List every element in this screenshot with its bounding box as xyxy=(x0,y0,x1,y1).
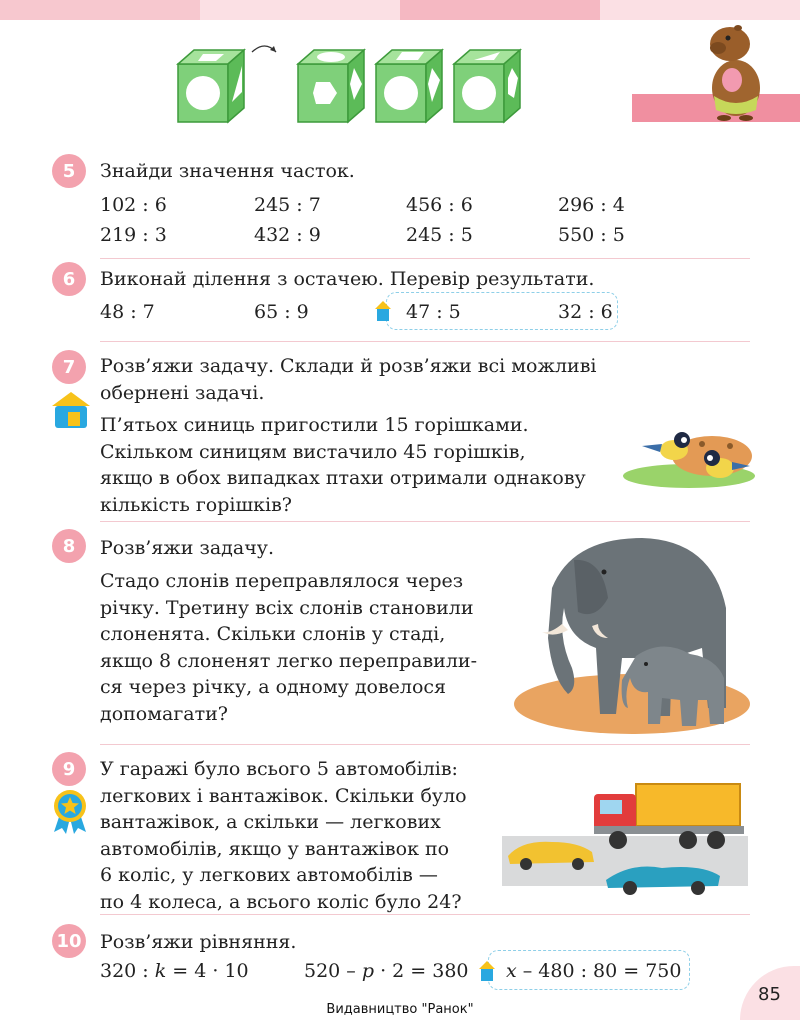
eq1-var: k xyxy=(154,960,167,982)
eq2-var: p xyxy=(361,960,375,982)
divider xyxy=(100,341,750,342)
star-medal-icon xyxy=(50,788,90,834)
task-5-item: 219 : 3 xyxy=(100,224,167,246)
capybara-mascot-icon xyxy=(700,18,770,122)
task-7-text-line: Скільком синицям вистачило 45 горішків, xyxy=(100,440,526,463)
task-number-10: 10 xyxy=(52,924,86,958)
task-8-text-line: ся через річку, а одному довелося xyxy=(100,676,447,698)
cars-picture xyxy=(502,776,748,900)
task-7-title-line: обернені задачі. xyxy=(100,381,265,404)
task-10-title: Розв’яжи рівняння. xyxy=(100,931,297,953)
task-6-item: 65 : 9 xyxy=(254,301,309,323)
task-8-text-line: Стадо слонів переправлялося через xyxy=(100,570,464,592)
task-8-title: Розв’яжи задачу. xyxy=(100,537,274,559)
eq3-var: x xyxy=(506,960,517,982)
task-7-text-line: П’ятьох синиць пригостили 15 горішками. xyxy=(100,414,529,436)
task-8-text-line: якщо 8 слоненят легко переправили- xyxy=(100,649,477,672)
task-9-text-line: 6 коліс, у легкових автомобілів — xyxy=(100,864,438,886)
task-8-text-line: річку. Третину всіх слонів становили xyxy=(100,596,474,619)
divider xyxy=(100,521,750,522)
cube-sequence-picture xyxy=(170,40,540,130)
task-5-item: 245 : 7 xyxy=(254,194,321,216)
divider xyxy=(100,744,750,745)
task-8-text xyxy=(100,568,492,727)
task-7-text-line: якщо в обох випадках птахи отримали однакову xyxy=(100,467,586,489)
eq1-right: = 4 · 10 xyxy=(166,960,249,982)
eq2-right: · 2 = 380 xyxy=(374,960,469,982)
task-7-title-line: Розв’яжи задачу. Склади й розв’яжи всі можливі xyxy=(100,355,597,377)
cube-4 xyxy=(454,50,520,122)
house-icon xyxy=(478,960,496,982)
task-number-9: 9 xyxy=(52,752,86,786)
task-5-item: 432 : 9 xyxy=(254,224,321,246)
cube-2 xyxy=(298,50,364,122)
eq3-right: – 480 : 80 = 750 xyxy=(516,960,682,982)
task-9-text xyxy=(100,756,484,915)
task-number-8: 8 xyxy=(52,529,86,563)
task-6-item: 48 : 7 xyxy=(100,301,155,323)
task-7-text-line: кількість горішків? xyxy=(100,493,292,516)
task-9-text-line: по 4 колеса, а всього коліс було 24? xyxy=(100,890,462,913)
task-number-6: 6 xyxy=(52,262,86,296)
elephants-picture xyxy=(512,528,752,734)
divider xyxy=(100,914,750,915)
top-color-strip xyxy=(0,0,800,20)
task-9-text-line: автомобілів, якщо у вантажівок по xyxy=(100,837,450,860)
house-icon xyxy=(50,390,92,430)
task-7-text xyxy=(100,412,592,518)
task-number-5: 5 xyxy=(52,154,86,188)
equation-3 xyxy=(506,958,681,984)
page-number: 85 xyxy=(758,984,781,1005)
eq1-left: 320 : xyxy=(100,960,155,982)
house-icon xyxy=(374,300,392,322)
publisher-footer: Видавництво "Ранок" xyxy=(326,1002,474,1017)
task-9-text-line: легкових і вантажівок. Скільки було xyxy=(100,784,467,807)
task-9-text-line: вантажівок, а скільки — легкових xyxy=(100,811,441,833)
task-5-item: 296 : 4 xyxy=(558,194,625,216)
task-9-text-line: У гаражі було всього 5 автомобілів: xyxy=(100,758,458,780)
task-5-item: 550 : 5 xyxy=(558,224,625,246)
task-6-title: Виконай ділення з остачею. Перевір результати. xyxy=(100,268,595,290)
task-5-item: 245 : 5 xyxy=(406,224,473,246)
task-6-item: 32 : 6 xyxy=(558,301,613,323)
cube-3 xyxy=(376,50,442,122)
task-8-text-line: допомагати? xyxy=(100,702,228,725)
divider xyxy=(100,258,750,259)
task-5-item: 456 : 6 xyxy=(406,194,473,216)
equation-2 xyxy=(304,958,469,984)
task-7-title xyxy=(100,353,628,406)
task-8-text-line: слоненята. Скільки слонів у стаді, xyxy=(100,623,446,645)
task-6-item: 47 : 5 xyxy=(406,301,461,323)
eq2-left: 520 – xyxy=(304,960,362,982)
birds-picture xyxy=(622,416,756,488)
cube-1 xyxy=(178,50,244,122)
task-number-7: 7 xyxy=(52,350,86,384)
task-5-title: Знайди значення часток. xyxy=(100,160,355,182)
task-5-item: 102 : 6 xyxy=(100,194,167,216)
equation-1 xyxy=(100,958,249,984)
